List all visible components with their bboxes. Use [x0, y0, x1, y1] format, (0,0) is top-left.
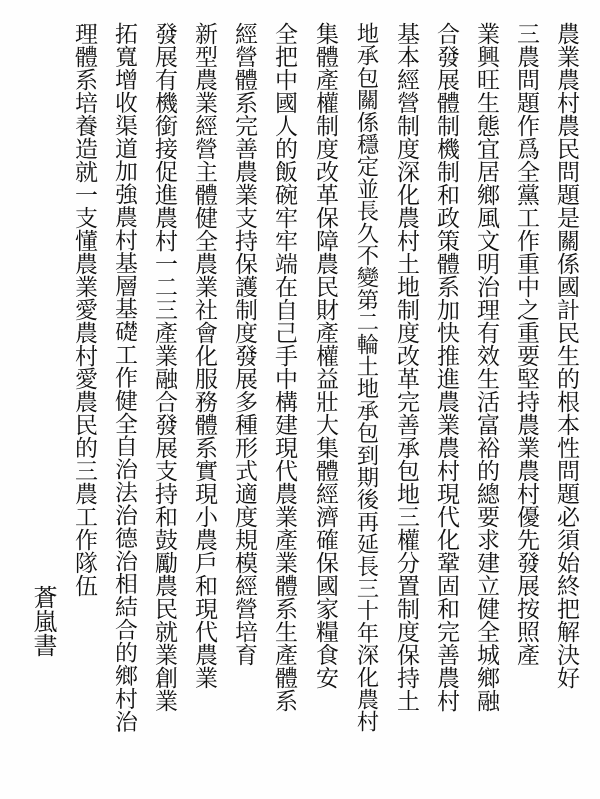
text-column-7: 集體產權制度改革保障農民財產權益壯大集體經濟確保國家糧食安: [312, 22, 338, 689]
text-column-5: 基本經營制度深化農村土地制度改革完善承包地三權分置制度保持土: [393, 22, 419, 712]
text-column-6: 地承包關係穩定並長久不變第二輪土地承包到期後再延長三十年深化農村: [353, 22, 379, 733]
text-column-11: 發展有機銜接促進農村一二三產業融合發展支持和鼓勵農民就業創業: [151, 22, 177, 712]
text-column-4: 合發展體制機制和政策體系加快推進農業農村現代化鞏固和完善農村: [433, 22, 459, 712]
text-column-8: 全把中國人的飯碗牢牢端在自己手中構建現代農業產業體系生產體系: [271, 22, 297, 712]
text-column-12: 拓寬增收渠道加強農村基層基礎工作健全自治法治德治相結合的鄉村治: [111, 22, 137, 733]
text-column-1: 農業農村農民問題是關係國計民生的根本性問題必須始終把解決好: [553, 22, 579, 689]
signature: 蒼嵐書: [29, 585, 57, 657]
text-column-10: 新型農業經營主體健全農業社會化服務體系實現小農戶和現代農業: [191, 22, 217, 689]
text-column-2: 三農問題作爲全黨工作重中之重要堅持農業農村優先發展按照產: [513, 22, 539, 666]
text-column-3: 業興旺生態宜居鄉風文明治理有效生活富裕的總要求建立健全城鄉融: [473, 22, 499, 712]
text-column-13: 理體系培養造就一支懂農業愛農村愛農民的三農工作隊伍: [71, 22, 97, 597]
text-column-9: 經營體系完善農業支持保護制度發展多種形式適度規模經營培育: [231, 22, 257, 666]
